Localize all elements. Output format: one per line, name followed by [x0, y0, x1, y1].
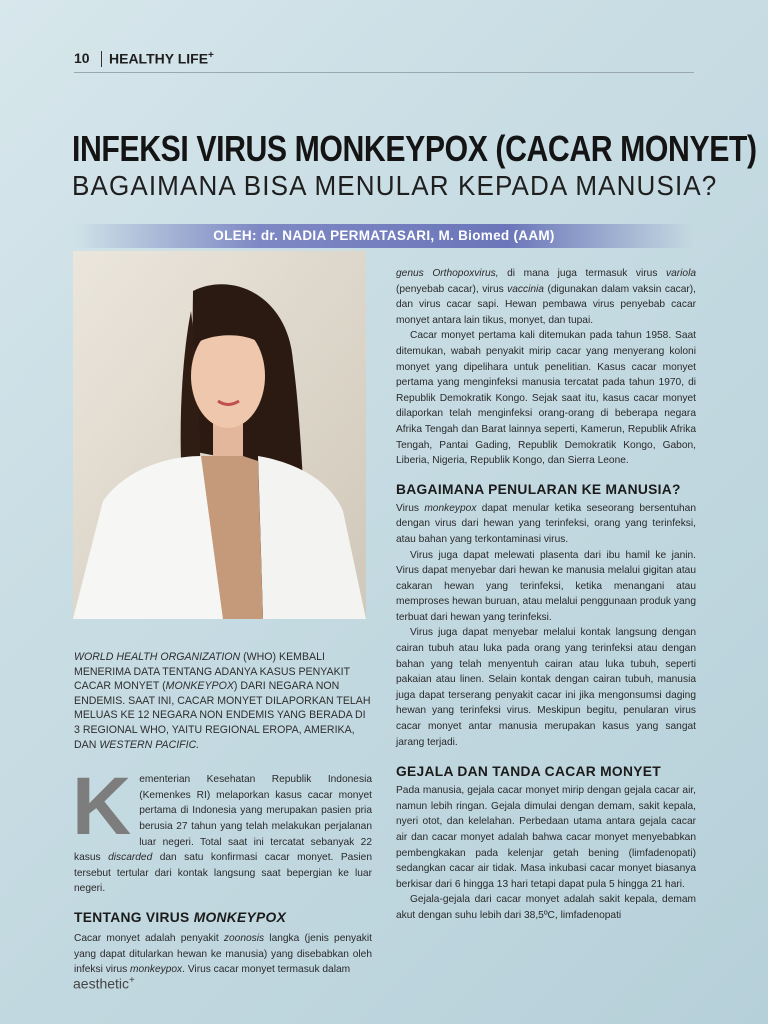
s1-italic-2: monkeypox [130, 964, 183, 976]
s1-text-d: di mana juga termasuk virus [498, 268, 666, 279]
section3-paragraph-1: Pada manusia, gejala cacar monyet mirip dengan gejala cacar air, namun lebih ringan. Gejala dimulai dengan demam, sakit kepala, nyeri otot, dan kelelahan. Perbedaan utama antara gejala cacar air dan cacar monyet adalah bahwa cacar monyet menyebabkan pembengkakan pada kelenjar getah bening (limfadenopati) sedangkan cacar air tidak. Masa inkubasi cacar monyet biasanya berkisar dari 6 hingga 13 hari tetapi dapat pula 5 hingga 21 hari. [396, 785, 696, 890]
s1-text-a: Cacar monyet adalah penyakit [74, 932, 224, 944]
magazine-logo [73, 975, 135, 992]
section1-paragraph-2: Cacar monyet pertama kali ditemukan pada tahun 1958. Saat ditemukan, wabah penyakit mirip cacar yang menyerang koloni monyet yang dipelihara untuk penelitian. Kasus cacar monyet pertama yang menginfeksi manusia tercatat pada tahun 1970, di Republik Demokratik Kongo. Sejak saat itu, kasus cacar monyet dilaporkan telah menginfeksi orang-orang di beberapa negara Afrika Tengah dan Barat lainnya seperti, Kamerun, Republik Afrika Tengah, Pantai Gading, Republik Demokratik Kongo, Gabon, Liberia, Nigeria, Republik Kongo, dan Sierra Leone. [396, 330, 696, 467]
section3-paragraph-2: Gejala-gejala dari cacar monyet adalah sakit kepala, demam akut dengan suhu lebih dari 38,5ºC, limfadenopati [396, 894, 696, 921]
heading-italic: MONKEYPOX [193, 909, 287, 925]
intro-paragraph [72, 761, 372, 897]
section-heading-penularan: BAGAIMANA PENULARAN KE MANUSIA? [396, 481, 681, 497]
heading-prefix: TENTANG VIRUS [74, 909, 194, 925]
section2-paragraph-1 [396, 501, 696, 548]
page-number: 10 [74, 50, 90, 66]
logo-plus: + [129, 975, 135, 986]
s1-italic-4: variola [665, 268, 696, 279]
s1-text-c: . Virus cacar monyet termasuk dalam [182, 964, 351, 976]
article-title: INFEKSI VIRUS MONKEYPOX (CACAR MONYET) [72, 128, 757, 169]
s1-italic-1: zoonosis [223, 932, 265, 944]
section-name [109, 50, 214, 67]
s1-text-b: langka (jenis penyakit yang dapat ditularkan hewan ke manusia) yang disebabkan oleh infeksi virus [74, 932, 372, 976]
section-plus: + [208, 50, 214, 61]
lead-italic-wp: WESTERN PACIFIC. [99, 738, 200, 751]
section2-paragraph-2: Virus juga dapat melewati plasenta dari ibu hamil ke janin. Virus dapat menyebar dari hewan ke manusia melalui gigitan atau cakaran hewan yang terinfeksi, ketika menangani atau memproses hewan buruan, atau melalui penggunaan produk yang terbuat dari hewan yang terinfeksi. [396, 549, 696, 623]
intro-text-1: ementerian Kesehatan Republik Indonesia (Kemenkes RI) melaporkan kasus cacar monyet pertama di Indonesia yang merupakan pasien pria berusia 27 tahun yang telah melakukan perjalanan luar negeri. Total saat ini tercatat sebanyak 22 kasus [74, 774, 372, 864]
byline-bar [74, 224, 694, 248]
drop-cap: K [72, 761, 132, 853]
s2-text-b: dapat menular ketika seseorang bersentuhan dengan virus dari hewan yang terinfeksi, orang yang terinfeksi, atau bahan yang terkontaminasi virus. [396, 502, 696, 545]
logo-text: aesthetic [73, 975, 130, 992]
s1-italic-5: vaccinia [507, 283, 544, 295]
header-divider [101, 51, 102, 67]
section-heading-gejala: GEJALA DAN TANDA CACAR MONYET [396, 764, 661, 780]
s2-italic: monkeypox [424, 502, 477, 514]
s2-text-a: Virus [396, 502, 425, 514]
byline: OLEH: dr. NADIA PERMATASARI, M. Biomed (AAM) [213, 228, 555, 243]
section2-paragraph-3: Virus juga dapat menyebar melalui kontak langsung dengan cairan tubuh atau luka pada orang yang terinfeksi atau dengan bahan yang telah menyentuh cairan atau luka tubuh, seperti pakaian atau linen. Selain kontak dengan cairan tubuh, manusia juga dapat terserang penyakit cacar ini jika mengonsumsi daging hewan yang terinfeksi virus. Meskipun begitu, penularan virus cacar monyet antar manusia merupakan kasus yang sangat jarang terjadi. [396, 627, 696, 748]
right-column [396, 266, 696, 924]
left-column [74, 650, 372, 978]
lead-italic-monkeypox: MONKEYPOX [165, 680, 234, 693]
lead-italic-who: WORLD HEALTH ORGANIZATION [74, 651, 241, 663]
s1-text-f: (digunakan dalam vaksin cacar), dan virus cacar sapi. Hewan pembawa virus penyebab cacar monyet antara lain tikus, monyet, dan tupai. [396, 283, 696, 326]
lead-paragraph [74, 650, 372, 752]
author-photo [73, 251, 366, 619]
page-header [74, 50, 694, 73]
article-subtitle: BAGAIMANA BISA MENULAR KEPADA MANUSIA? [72, 170, 718, 201]
section-label: HEALTHY LIFE [109, 50, 209, 67]
section1-paragraph-1 [74, 931, 372, 978]
s1-italic-3: genus Orthopoxvirus, [396, 268, 499, 279]
s1-text-e: (penyebab cacar), virus [396, 283, 508, 295]
intro-text-2: dan satu konfirmasi cacar monyet. Pasien tersebut tertular dari kontak langsung saat bepergian ke luar negeri. [74, 852, 372, 895]
lead-text-2: ) DARI NEGARA NON ENDEMIS. SAAT INI, CACAR MONYET DILAPORKAN TELAH MELUAS KE 12 NEGARA NON ENDEMIS YANG BERADA DI 3 REGIONAL WHO, YAITU REGIONAL EROPA, AMERIKA, DAN [74, 680, 371, 751]
lead-text-1: (WHO) KEMBALI MENERIMA DATA TENTANG ADANYA KASUS PENYAKIT CACAR MONYET ( [74, 651, 350, 693]
intro-italic: discarded [108, 852, 153, 864]
section1-paragraph-1-cont [396, 266, 696, 328]
section-heading-tentang [74, 909, 372, 927]
